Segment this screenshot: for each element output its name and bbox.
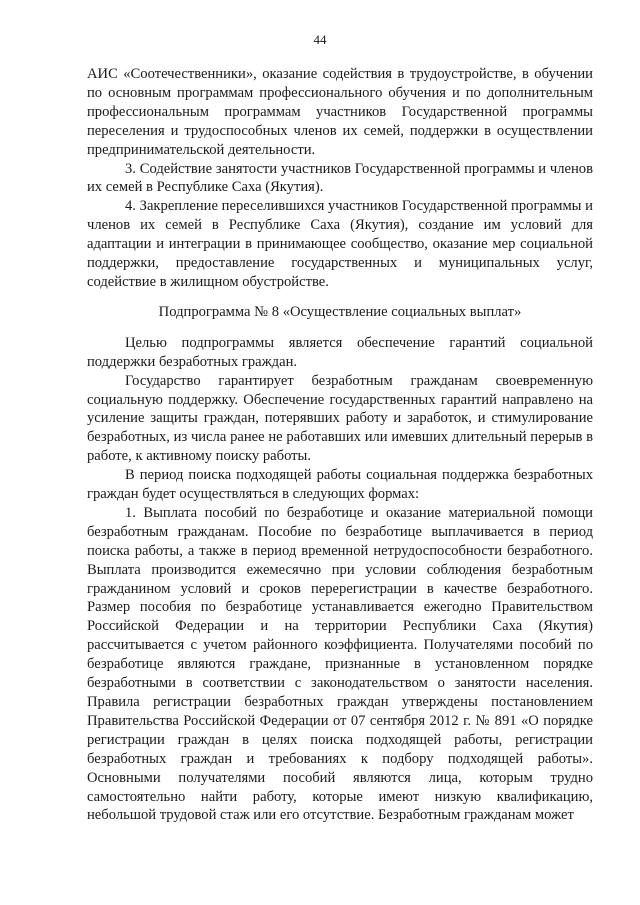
section-heading: Подпрограмма № 8 «Осуществление социальных выплат» [158, 303, 522, 320]
page-number: 44 [313, 32, 327, 47]
paragraph-forms-intro: В период поиска подходящей работы социальная поддержка безработных граждан будет осуществляться в следующих формах: [87, 467, 593, 503]
paragraph-continuation: АИС «Соотечественники», оказание содействия в трудоустройстве, в обучении по основным программам профессионального обучения и по дополнительным профессиональным программам участников Государственной программы переселения и трудоспособных членов их семей, поддержки в осуществлении предпринимательской деятельности. [87, 66, 593, 158]
paragraph-item-4: 4. Закрепление переселившихся участников Государственной программы и членов их семей в Республике Саха (Якутия), создание им условий для адаптации и интеграции в принимающее сообщество, оказание мер социальной поддержки, предоставление государственных и муниципальных услуг, содействие в жилищном обустройстве. [87, 198, 593, 290]
document-body [87, 65, 593, 825]
paragraph-goal: Целью подпрограммы является обеспечение гарантий социальной поддержки безработных граждан. [87, 334, 593, 370]
paragraph-guarantees: Государство гарантирует безработным гражданам своевременную социальную поддержку. Обеспечение государственных гарантий направлено на усиление защиты граждан, потерявших работу и заработок, и стимулирование безработных, из числа ранее не работавших или имевших длительный перерыв в работе, к активному поиску работы. [87, 372, 593, 465]
paragraph-item-3: 3. Содействие занятости участников Государственной программы и членов их семей в Республике Саха (Якутия). [87, 160, 593, 196]
paragraph-item-1: 1. Выплата пособий по безработице и оказание материальной помощи безработным гражданам. Пособие по безработице выплачивается в период поиска работы, а также в период временной нетрудоспособности безработного. Выплата производится ежемесячно при условии соблюдения безработным гражданином условий и сроков перерегистрации в качестве безработного. Размер пособия по безработице устанавливается ежегодно Правительством Российской Федерации и на территории Республики Саха (Якутия) рассчитывается с учетом районного коэффициента. Получателями пособий по безработице являются граждане, признанные в установленном порядке безработными в соответствии с законодательством о занятости населения. Правила регистрации безработных граждан утверждены постановлением Правительства Российской Федерации от 07 сентября 2012 г. № 891 «О порядке регистрации граждан в целях поиска подходящей работы, регистрации безработных граждан и требованиях к подбору подходящей работы». Основными получателями пособий являются лица, которым трудно самостоятельно найти работу, которые имеют низкую квалификацию, небольшой трудовой стаж или его отсутствие. Безработным гражданам может [87, 504, 593, 824]
